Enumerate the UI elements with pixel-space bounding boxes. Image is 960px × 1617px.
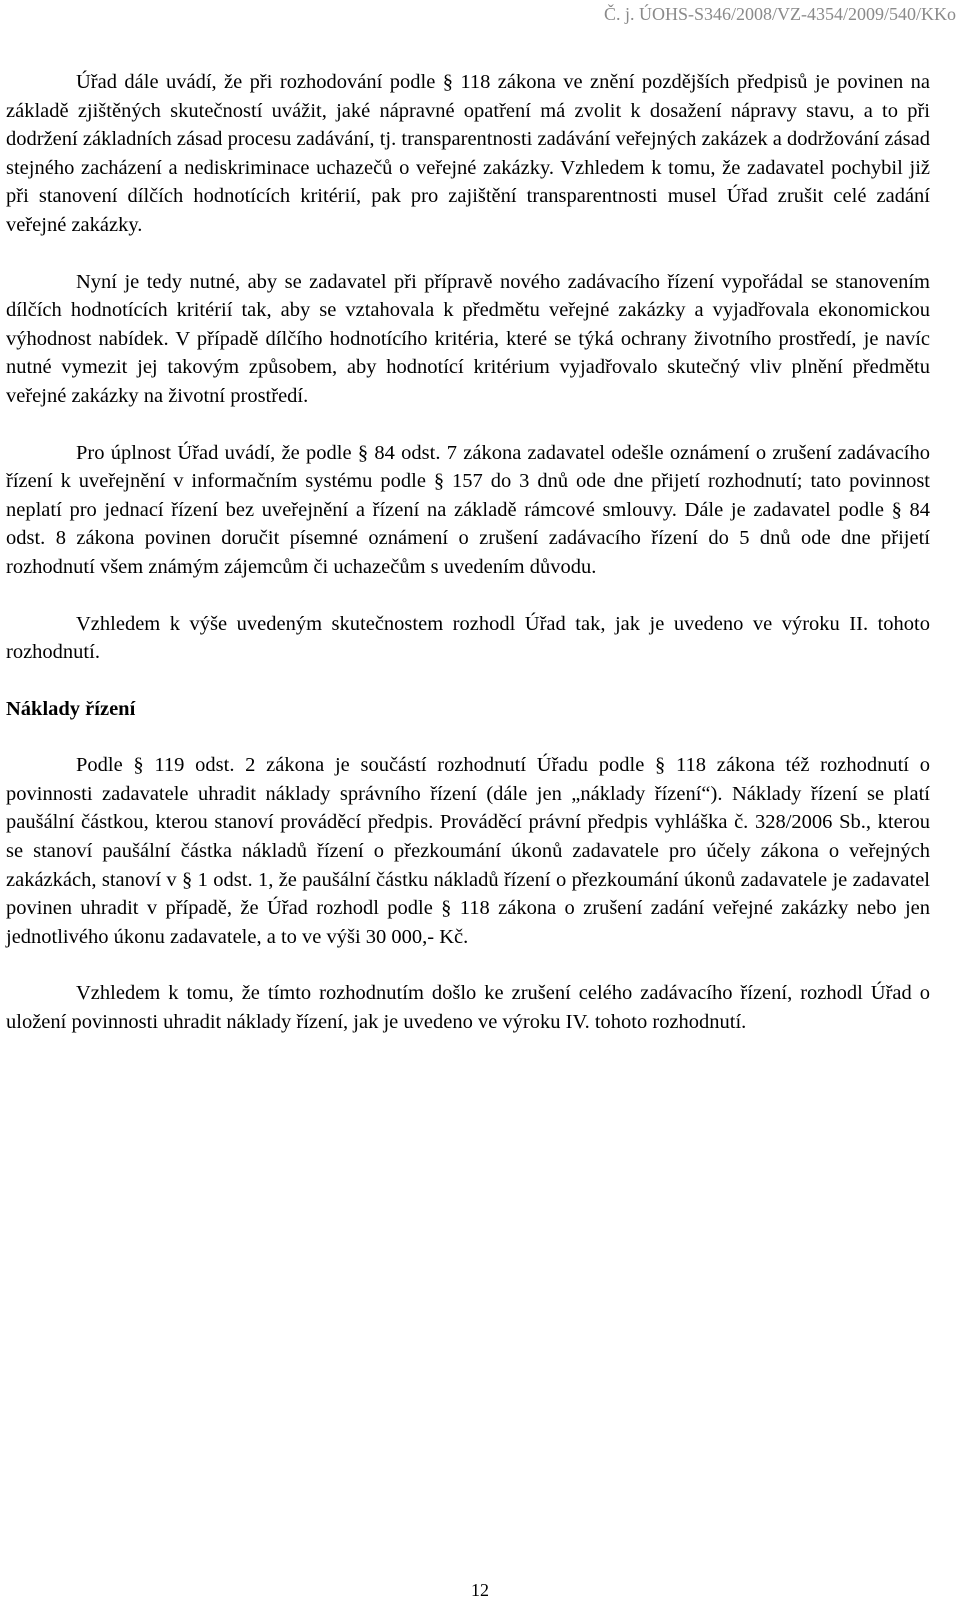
paragraph-decision-statement: Vzhledem k výše uvedeným skutečnostem rozhodl Úřad tak, jak je uvedeno ve výroku II. tohoto rozhodnutí.: [6, 612, 930, 664]
paragraph-remedial-measures: Úřad dále uvádí, že při rozhodování podle § 118 zákona ve znění pozdějších předpisů je povinen na základě zjištěných skutečností uvážit, jaké nápravné opatření má zvolit k dosažení nápravy stavu, a to při dodržení základních zásad procesu zadávání, tj. transparentnosti zadávání veřejných zakázek a dodržování zásad stejného zacházení a nediskriminace uchazečů o veřejné zakázky. Vzhledem k tomu, že zadavatel pochybil již při stanovení dílčích hodnotících kritérií, pak pro zajištění transparentnosti musel Úřad zrušit celé zadání veřejné zakázky.: [6, 71, 930, 236]
paragraph-costs-decision: Vzhledem k tomu, že tímto rozhodnutím došlo ke zrušení celého zadávacího řízení, rozhodl Úřad o uložení povinnosti uhradit náklady řízení, jak je uvedeno ve výroku IV. tohoto rozhodnutí.: [6, 982, 930, 1034]
paragraph-new-procedure: Nyní je tedy nutné, aby se zadavatel při přípravě nového zadávacího řízení vypořádal se stanovením dílčích hodnotících kritérií tak, aby se vztahovala k předmětu veřejné zakázky a vyjadřovala ekonomickou výhodnost nabídek. V případě dílčího hodnotícího kritéria, které se týká ochrany životního prostředí, je navíc nutné vymezit jej takovým způsobem, aby hodnotící kritérium vyjadřovalo skutečný vliv plnění předmětu veřejné zakázky na životní prostředí.: [6, 270, 930, 407]
case-reference-number: Č. j. ÚOHS-S346/2008/VZ-4354/2009/540/KKo: [603, 4, 956, 24]
page-number: 12: [471, 1580, 489, 1600]
section-heading-costs: Náklady řízení: [6, 697, 136, 720]
document-body: [6, 68, 930, 1065]
paragraph-cancellation-notice: Pro úplnost Úřad uvádí, že podle § 84 odst. 7 zákona zadavatel odešle oznámení o zrušení zadávacího řízení k uveřejnění v informačním systému podle § 157 do 3 dnů ode dne přijetí rozhodnutí; tato povinnost neplatí pro jednací řízení bez uveřejnění a řízení na základě rámcové smlouvy. Dále je zadavatel podle § 84 odst. 8 zákona povinen doručit písemné oznámení o zrušení zadávacího řízení do 5 dnů ode dne přijetí rozhodnutí všem známým zájemcům či uchazečům s uvedením důvodu.: [6, 441, 930, 578]
paragraph-costs-legal-basis: Podle § 119 odst. 2 zákona je součástí rozhodnutí Úřadu podle § 118 zákona též rozhodnutí o povinnosti zadavatele uhradit náklady správního řízení (dále jen „náklady řízení“). Náklady řízení se platí paušální částkou, kterou stanoví prováděcí předpis. Prováděcí právní předpis vyhláška č. 328/2006 Sb., kterou se stanoví paušální částka nákladů řízení o přezkoumání úkonů zadavatele pro účely zákona o veřejných zakázkách, stanoví v § 1 odst. 1, že paušální částku nákladů řízení o přezkoumání úkonů zadavatele je zadavatel povinen uhradit v případě, že Úřad rozhodl podle § 118 zákona o zrušení zadání veřejné zakázky nebo jen jednotlivého úkonu zadavatele, a to ve výši 30 000,- Kč.: [6, 754, 930, 948]
